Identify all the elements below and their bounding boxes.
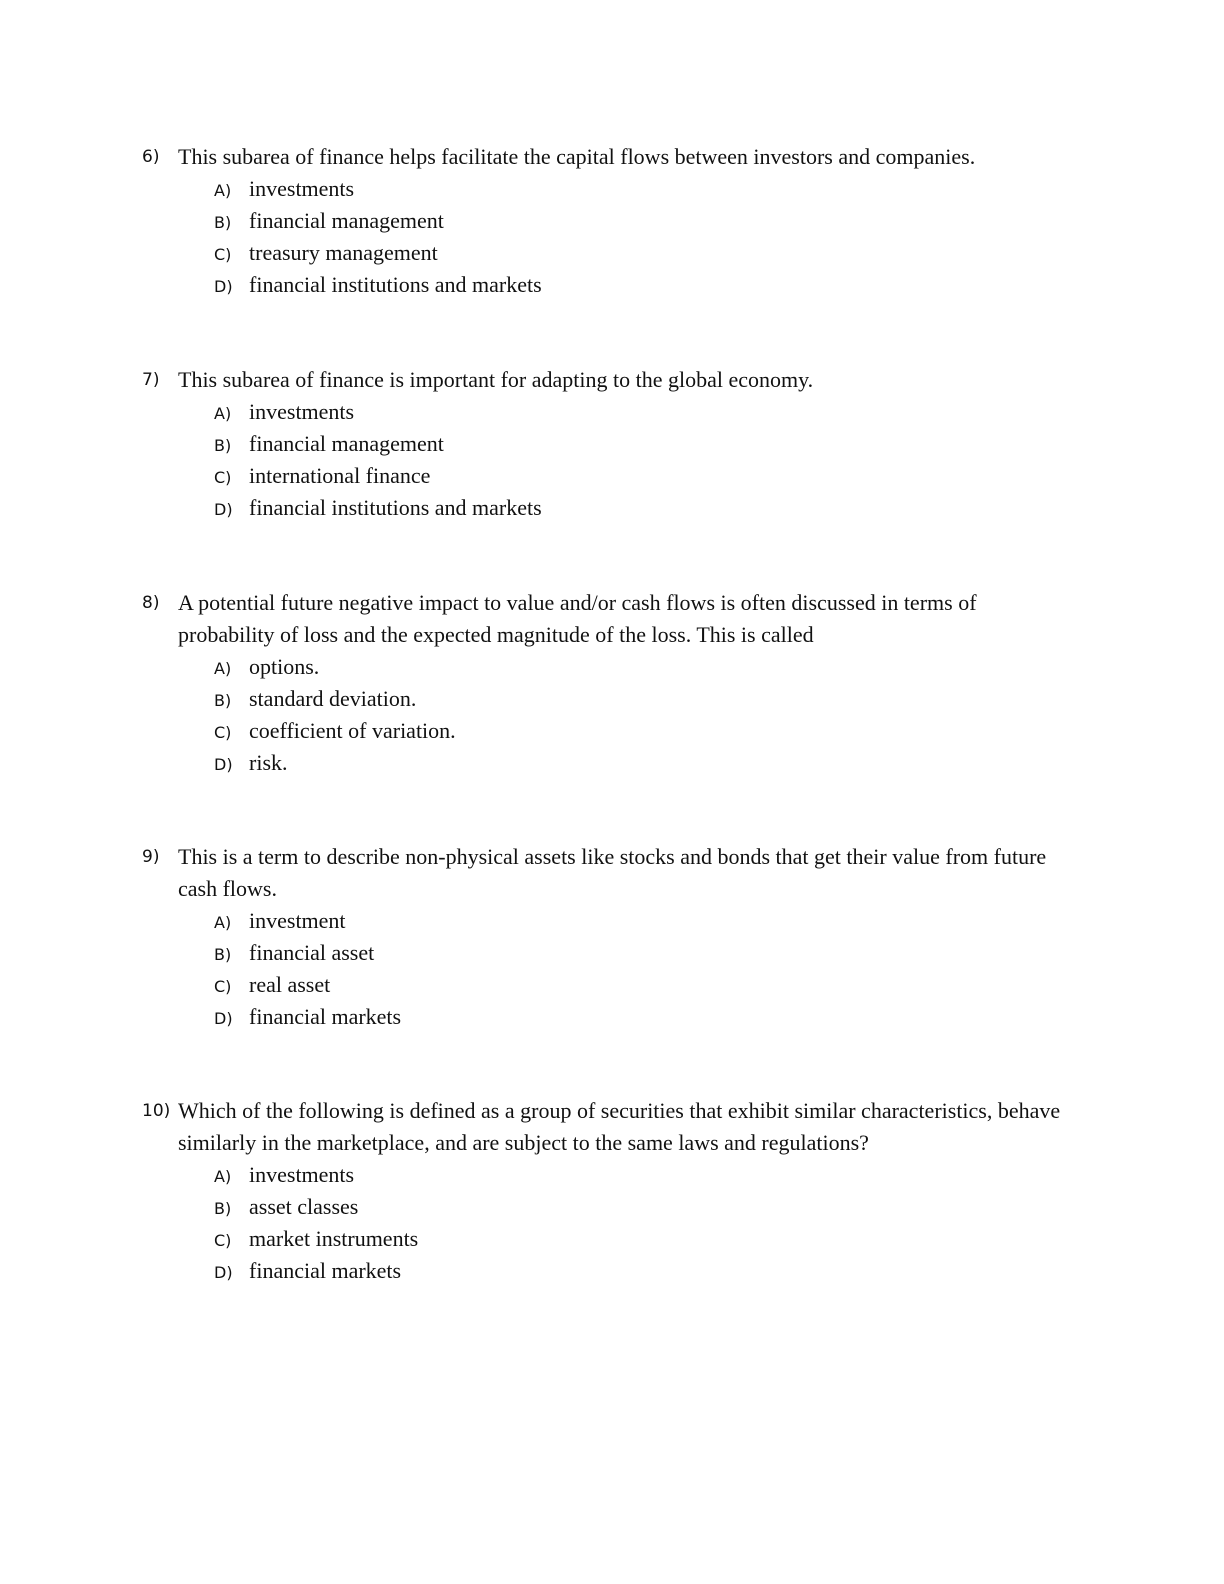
question-10 xyxy=(142,1095,1072,1287)
answer-choice xyxy=(214,173,1072,205)
choice-text: treasury management xyxy=(249,240,438,265)
choice-text: asset classes xyxy=(249,1194,359,1219)
choice-text: investment xyxy=(249,908,346,933)
answer-choice xyxy=(214,1159,1072,1191)
question-stem: Which of the following is defined as a group of securities that exhibit similar characteristics, behave similarly in the marketplace, and are subject to the same laws and regulations? xyxy=(178,1098,1061,1155)
answer-choice xyxy=(214,905,1072,937)
choice-text: financial markets xyxy=(249,1258,402,1283)
answer-choice xyxy=(214,1191,1072,1223)
question-stem-row xyxy=(142,1095,1072,1159)
choice-letter: C) xyxy=(214,723,232,742)
choice-letter: B) xyxy=(214,436,232,455)
choice-text: investments xyxy=(249,399,355,424)
choice-text: market instruments xyxy=(249,1226,419,1251)
question-stem: This subarea of finance helps facilitate the capital flows between investors and companies. xyxy=(178,144,976,169)
choice-text: real asset xyxy=(249,972,331,997)
answer-choice xyxy=(214,460,1072,492)
choice-text: international finance xyxy=(249,463,431,488)
answer-choice xyxy=(214,237,1072,269)
choice-letter: D) xyxy=(214,500,233,519)
choice-letter: A) xyxy=(214,1167,232,1186)
answer-choice xyxy=(214,269,1072,301)
choice-text: standard deviation. xyxy=(249,686,417,711)
choice-letter: C) xyxy=(214,245,232,264)
answer-choice xyxy=(214,1255,1072,1287)
choice-text: risk. xyxy=(249,750,288,775)
answer-choice xyxy=(214,683,1072,715)
answer-choices xyxy=(142,1159,1072,1287)
choice-text: financial institutions and markets xyxy=(249,495,542,520)
answer-choices xyxy=(142,651,1072,779)
question-number: 9) xyxy=(142,847,160,867)
choice-text: financial management xyxy=(249,431,444,456)
answer-choices xyxy=(142,173,1072,301)
choice-text: financial markets xyxy=(249,1004,402,1029)
answer-choice xyxy=(214,492,1072,524)
answer-choices xyxy=(142,396,1072,524)
answer-choice xyxy=(214,396,1072,428)
choice-letter: C) xyxy=(214,1231,232,1250)
choice-letter: A) xyxy=(214,404,232,423)
question-stem-row xyxy=(142,141,1072,173)
choice-letter: B) xyxy=(214,213,232,232)
answer-choice xyxy=(214,1001,1072,1033)
question-9 xyxy=(142,841,1072,1033)
question-stem: This subarea of finance is important for adapting to the global economy. xyxy=(178,367,814,392)
question-7 xyxy=(142,364,1072,524)
choice-text: investments xyxy=(249,176,355,201)
answer-choice xyxy=(214,937,1072,969)
answer-choice xyxy=(214,747,1072,779)
choice-letter: B) xyxy=(214,945,232,964)
answer-choice xyxy=(214,651,1072,683)
question-stem: A potential future negative impact to value and/or cash flows is often discussed in terms of probability of loss and the expected magnitude of the loss. This is called xyxy=(178,590,977,647)
question-6 xyxy=(142,141,1072,301)
question-stem: This is a term to describe non-physical assets like stocks and bonds that get their value from future cash flows. xyxy=(178,844,1047,901)
choice-letter: C) xyxy=(214,468,232,487)
choice-letter: B) xyxy=(214,691,232,710)
choice-letter: D) xyxy=(214,755,233,774)
choice-text: financial institutions and markets xyxy=(249,272,542,297)
answer-choice xyxy=(214,969,1072,1001)
choice-letter: D) xyxy=(214,1009,233,1028)
answer-choice xyxy=(214,715,1072,747)
choice-letter: D) xyxy=(214,277,233,296)
question-stem-row xyxy=(142,587,1072,651)
question-number: 10) xyxy=(142,1101,171,1121)
question-8 xyxy=(142,587,1072,779)
question-number: 6) xyxy=(142,147,160,167)
choice-text: financial management xyxy=(249,208,444,233)
choice-letter: C) xyxy=(214,977,232,996)
choice-text: financial asset xyxy=(249,940,375,965)
answer-choice xyxy=(214,205,1072,237)
answer-choice xyxy=(214,1223,1072,1255)
question-stem-row xyxy=(142,364,1072,396)
question-number: 7) xyxy=(142,370,160,390)
question-number: 8) xyxy=(142,593,160,613)
choice-text: investments xyxy=(249,1162,355,1187)
answer-choice xyxy=(214,428,1072,460)
choice-letter: A) xyxy=(214,913,232,932)
choice-text: options. xyxy=(249,654,320,679)
answer-choices xyxy=(142,905,1072,1033)
choice-letter: B) xyxy=(214,1199,232,1218)
choice-text: coefficient of variation. xyxy=(249,718,456,743)
question-stem-row xyxy=(142,841,1072,905)
choice-letter: A) xyxy=(214,181,232,200)
choice-letter: A) xyxy=(214,659,232,678)
choice-letter: D) xyxy=(214,1263,233,1282)
